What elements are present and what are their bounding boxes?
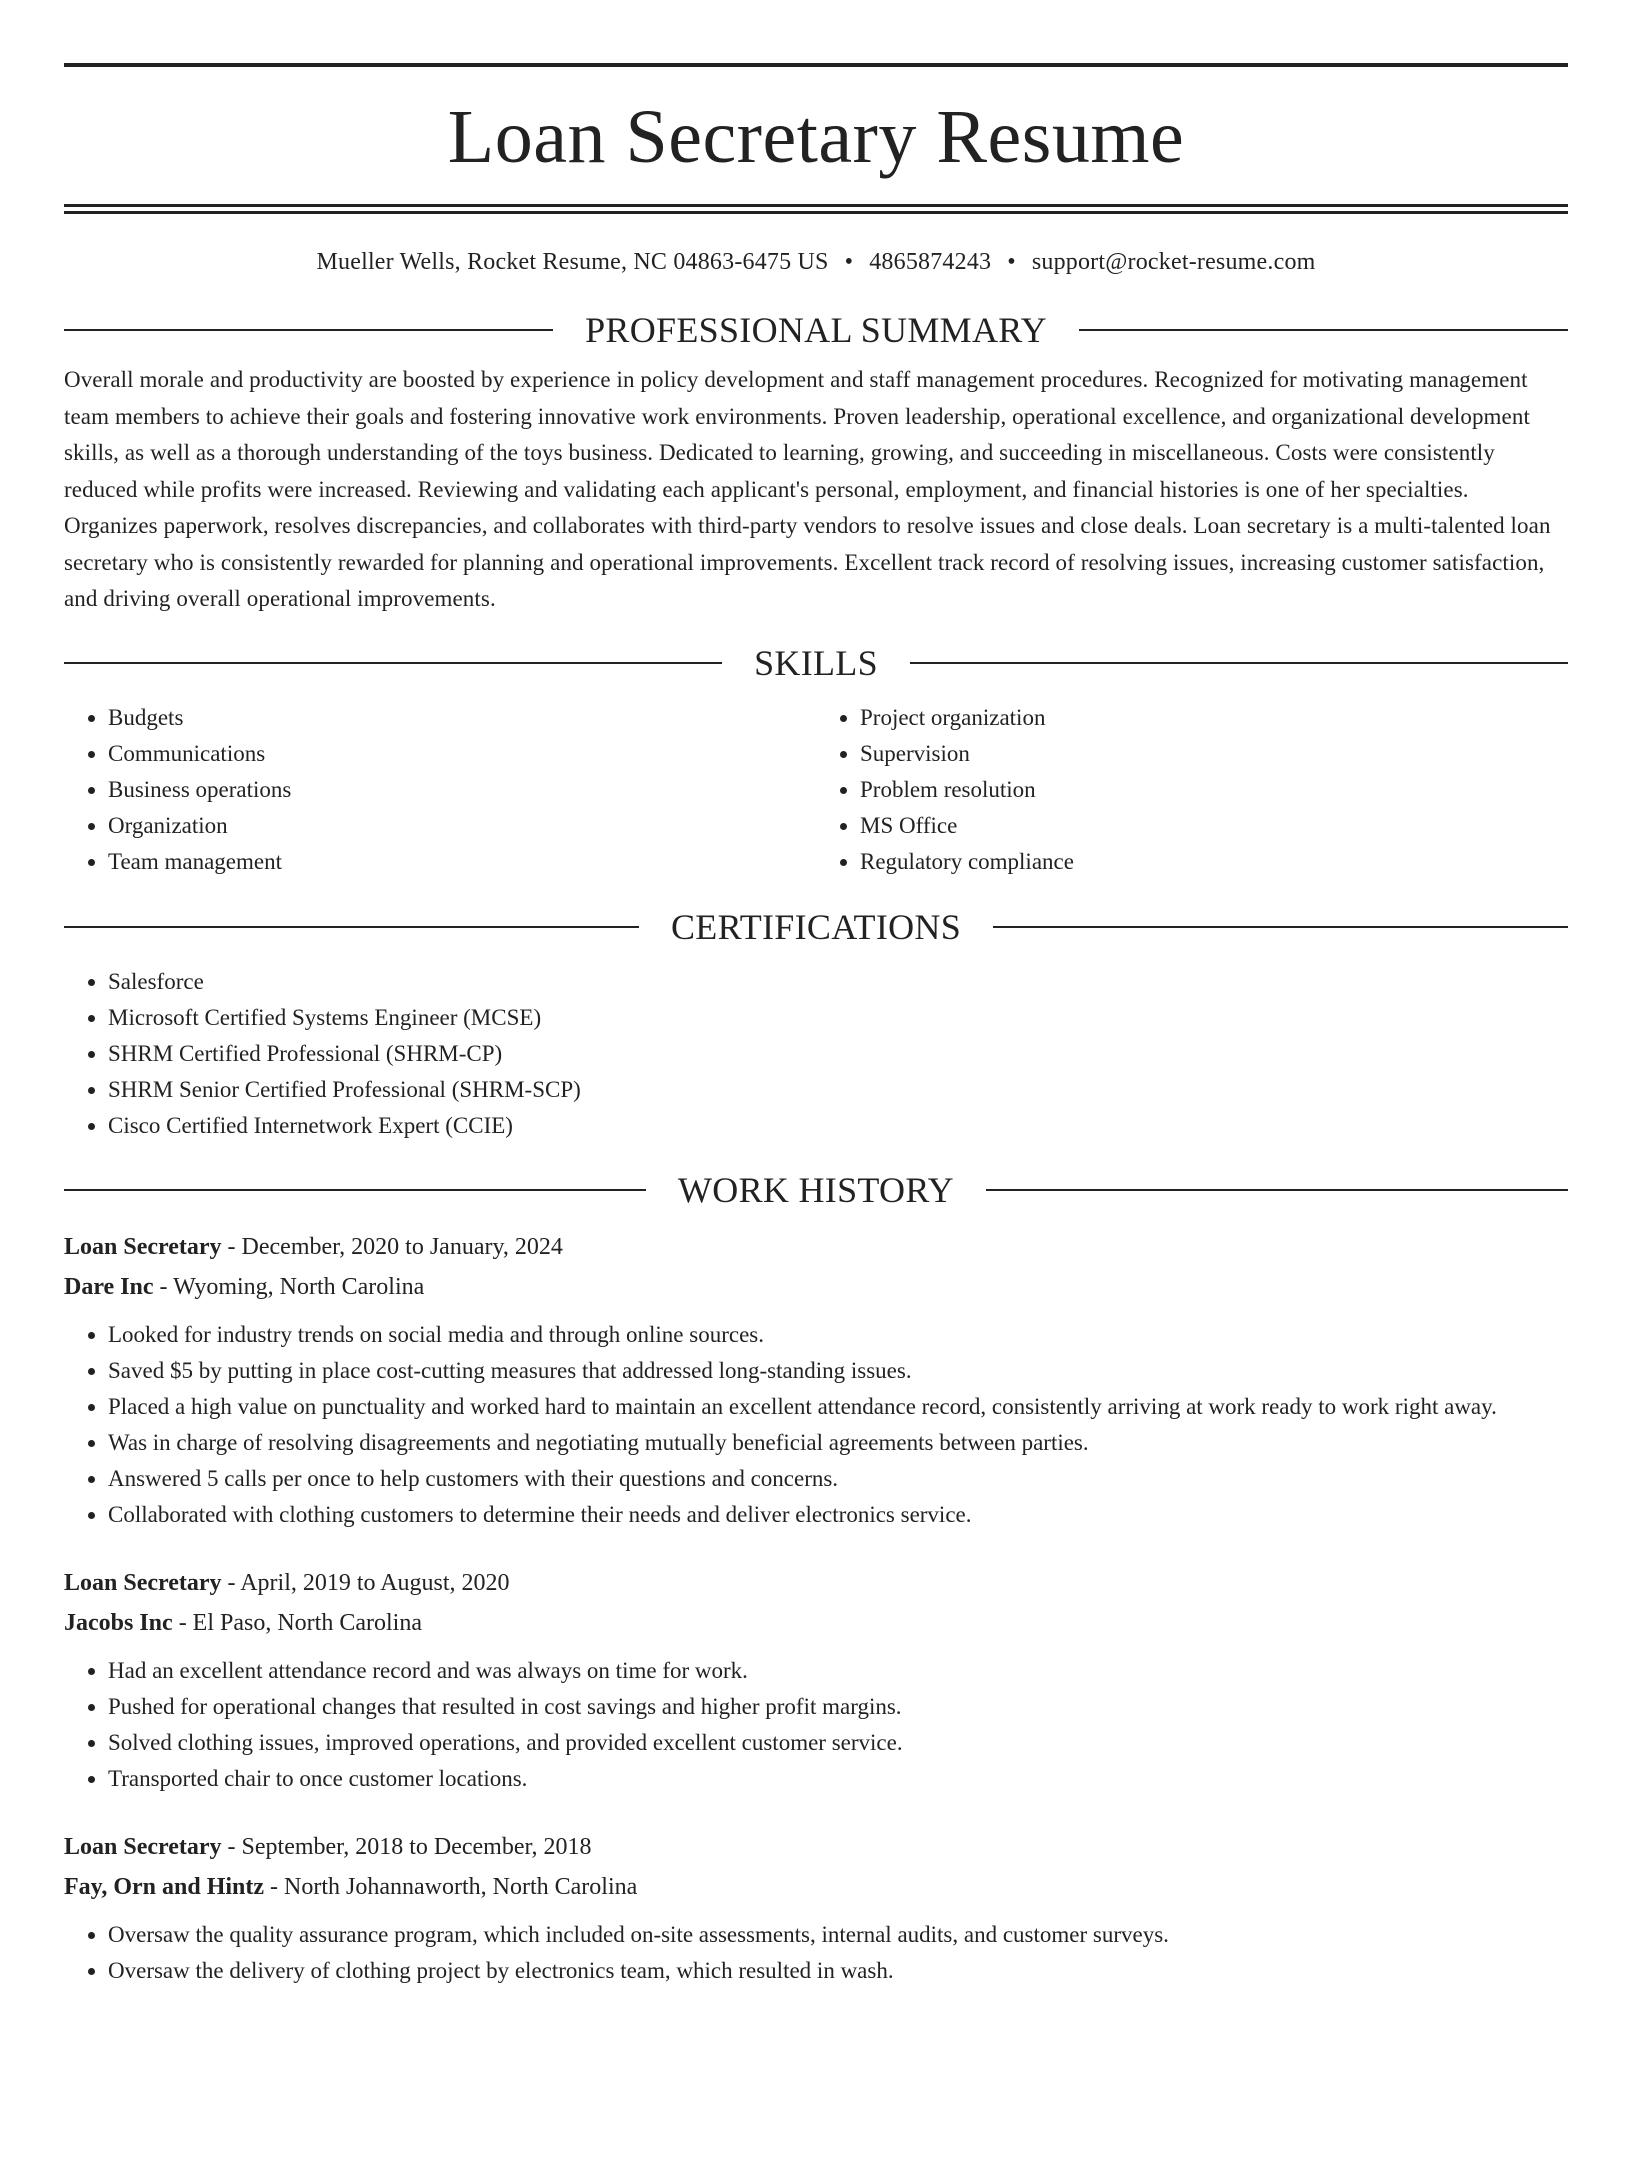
skills-list [64,700,1568,880]
job-dates: - April, 2019 to August, 2020 [221,1569,510,1596]
skill-item: • Team management [108,844,816,880]
heading-rule [64,329,553,331]
job-title: Loan Secretary [64,1833,222,1860]
contact-separator: • [844,249,854,275]
job-bullet: • Pushed for operational changes that resulted in cost savings and higher profit margins. [108,1689,1568,1725]
job-bullet: • Transported chair to once customer locations. [108,1761,1568,1797]
heading-rule [64,662,722,664]
certification-item: • SHRM Senior Certified Professional (SHRM-SCP) [108,1072,1568,1108]
header-double-rule [64,204,1568,214]
job-bullet: • Placed a high value on punctuality and worked hard to maintain an excellent attendance record, consistently arriving at work ready to work right away. [108,1389,1568,1425]
job-entry [64,1227,1568,1533]
job-company-line [64,1867,1568,1907]
job-dates: - December, 2020 to January, 2024 [221,1233,563,1260]
heading-rule [1079,329,1568,331]
skill-item: • Project organization [860,700,1568,736]
certification-item: • Microsoft Certified Systems Engineer (MCSE) [108,1000,1568,1036]
job-title-line [64,1827,1568,1867]
job-bullets [64,1317,1568,1533]
job-location: - North Johannaworth, North Carolina [264,1873,638,1900]
skill-item: • Problem resolution [860,772,1568,808]
job-bullet: • Solved clothing issues, improved operations, and provided excellent customer service. [108,1725,1568,1761]
skill-item: • MS Office [860,808,1568,844]
contact-email: support@rocket-resume.com [1031,249,1316,275]
section-heading-skills [64,643,1568,683]
certification-item: • Cisco Certified Internetwork Expert (CCIE) [108,1108,1568,1144]
summary-text: Overall morale and productivity are boosted by experience in policy development and staff management procedures. Recognized for motivating management team members to achieve their goals and fostering innovative work environments. Proven leadership, operational excellence, and organizational development skills, as well as a thorough understanding of the toys business. Dedicated to learning, growing, and succeeding in miscellaneous. Costs were consistently reduced while profits were increased. Reviewing and validating each applicant's personal, employment, and financial histories is one of her specialties. Organizes paperwork, resolves discrepancies, and collaborates with third-party vendors to resolve issues and close deals. Loan secretary is a multi-talented loan secretary who is consistently rewarded for planning and operational improvements. Excellent track record of resolving issues, increasing customer satisfaction, and driving overall operational improvements. [64,367,1551,611]
resume-title: Loan Secretary Resume [447,95,1185,179]
skill-item: • Communications [108,736,816,772]
section-heading-certifications [64,907,1568,947]
skill-item: • Budgets [108,700,816,736]
job-bullet: • Answered 5 calls per once to help customers with their questions and concerns. [108,1461,1568,1497]
header-top-rule [64,63,1568,67]
job-bullet: • Oversaw the quality assurance program, which included on-site assessments, internal audits, and customer surveys. [108,1917,1568,1953]
skill-item: • Supervision [860,736,1568,772]
job-title: Loan Secretary [64,1233,222,1260]
job-location: - El Paso, North Carolina [172,1609,422,1636]
job-bullet: • Collaborated with clothing customers to determine their needs and deliver electronics service. [108,1497,1568,1533]
contact-line [64,250,1568,274]
heading-rule [910,662,1568,664]
contact-address: Mueller Wells, Rocket Resume, NC 04863-6475 US [316,249,829,275]
skill-item: • Business operations [108,772,816,808]
job-title-line [64,1563,1568,1603]
heading-rule [986,1189,1568,1191]
job-company: Fay, Orn and Hintz [64,1873,265,1900]
job-dates: - September, 2018 to December, 2018 [221,1833,592,1860]
job-bullet: • Was in charge of resolving disagreements and negotiating mutually beneficial agreements between parties. [108,1425,1568,1461]
job-bullets [64,1917,1568,1989]
resume-page [0,63,1632,2175]
job-company-line [64,1603,1568,1643]
section-heading-work-history [64,1170,1568,1210]
section-heading-summary [64,310,1568,350]
skills-heading: SKILLS [754,642,878,683]
heading-rule [993,926,1568,928]
contact-phone: 4865874243 [869,249,992,275]
skill-item: • Regulatory compliance [860,844,1568,880]
job-bullets [64,1653,1568,1797]
certifications-heading: CERTIFICATIONS [670,906,962,947]
job-location: - Wyoming, North Carolina [153,1273,425,1300]
certification-item: • Salesforce [108,964,1568,1000]
job-bullet: • Had an excellent attendance record and was always on time for work. [108,1653,1568,1689]
job-company: Dare Inc [64,1273,154,1300]
summary-heading: PROFESSIONAL SUMMARY [585,310,1047,350]
heading-rule [64,1189,646,1191]
skills-column-right [816,700,1568,880]
job-entry [64,1563,1568,1797]
job-company: Jacobs Inc [64,1609,173,1636]
job-entry [64,1827,1568,1989]
job-bullet: • Looked for industry trends on social media and through online sources. [108,1317,1568,1353]
job-title: Loan Secretary [64,1569,222,1596]
certifications-list [64,964,1568,1144]
job-bullet: • Saved $5 by putting in place cost-cutting measures that addressed long-standing issues. [108,1353,1568,1389]
job-title-line [64,1227,1568,1267]
skill-item: • Organization [108,808,816,844]
heading-rule [64,926,639,928]
job-company-line [64,1267,1568,1307]
job-bullet: • Oversaw the delivery of clothing project by electronics team, which resulted in wash. [108,1953,1568,1989]
certification-item: • SHRM Certified Professional (SHRM-CP) [108,1036,1568,1072]
contact-separator: • [1007,249,1016,275]
work-history-heading: WORK HISTORY [678,1169,954,1210]
skills-column-left [64,700,816,880]
